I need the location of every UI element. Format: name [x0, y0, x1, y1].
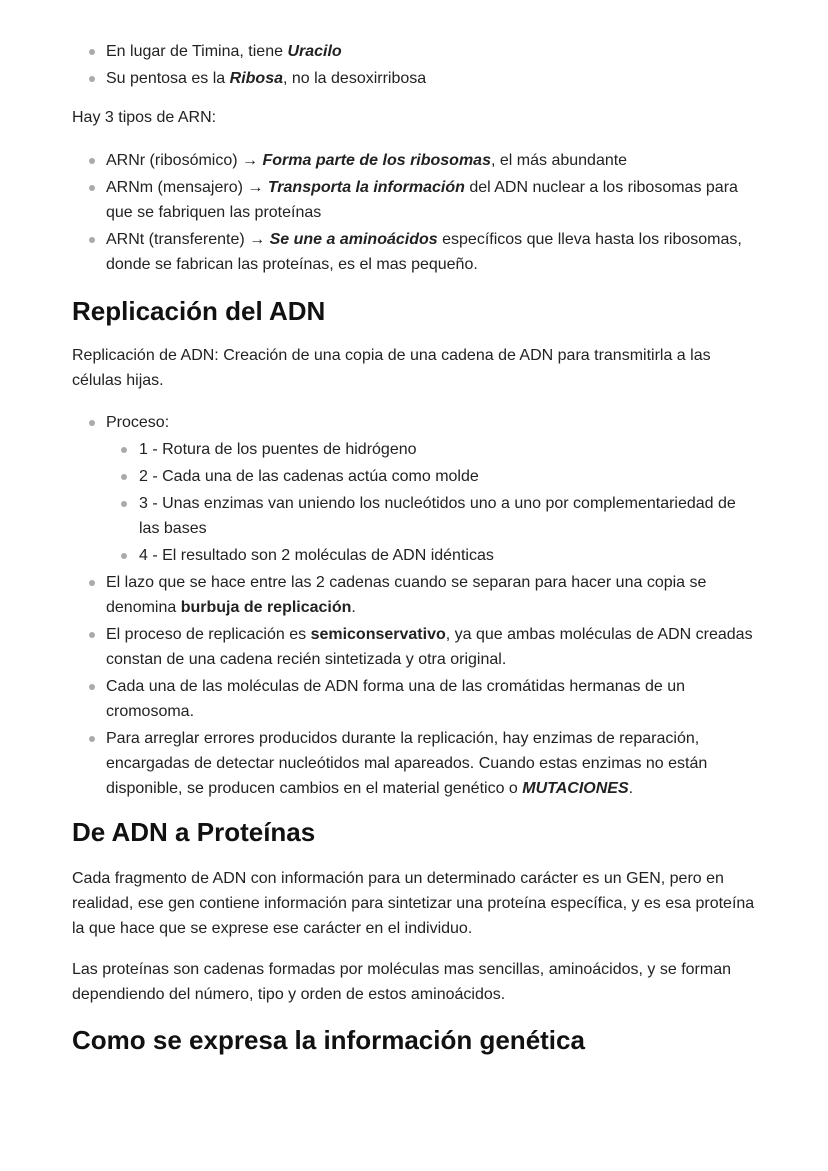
list-item: El lazo que se hace entre las 2 cadenas cuando se separan para hacer una copia se denomina burbuja de replicación.: [72, 570, 756, 620]
arn-features-list: [72, 39, 756, 91]
list-item: 4 - El resultado son 2 moléculas de ADN idénticas: [106, 543, 756, 568]
proceso-steps-list: [106, 437, 756, 568]
list-item: 1 - Rotura de los puentes de hidrógeno: [106, 437, 756, 462]
tipos-intro: Hay 3 tipos de ARN:: [72, 109, 217, 126]
emphasis-ribosa: Ribosa: [229, 70, 283, 87]
proceso-label: Proceso:: [106, 414, 170, 431]
proteinas-paragraph: Las proteínas son cadenas formadas por moléculas mas sencillas, aminoácidos, y se forman dependiendo del número, tipo y orden de estos aminoácidos.: [72, 961, 731, 1003]
list-item: ARNm (mensajero) → Transporta la información del ADN nuclear a los ribosomas para que se fabriquen las proteínas: [72, 175, 756, 225]
section-heading-adn-proteinas: De ADN a Proteínas: [72, 817, 316, 847]
list-item: 2 - Cada una de las cadenas actúa como molde: [106, 464, 756, 489]
section-heading-replicacion: Replicación del ADN: [72, 296, 326, 326]
emphasis-uracilo: Uracilo: [287, 43, 342, 60]
list-item: Cada una de las moléculas de ADN forma una de las cromátidas hermanas de un cromosoma.: [72, 674, 756, 724]
list-item: Para arreglar errores producidos durante la replicación, hay enzimas de reparación, encargadas de detectar nucleótidos mal apareados. Cuando estas enzimas no están disponible, se producen cambios en el material genético o MUTACIONES.: [72, 726, 756, 801]
list-item: [72, 410, 756, 568]
replicacion-list: [72, 410, 756, 801]
section-heading-expresion: Como se expresa la información genética: [72, 1025, 585, 1055]
replicacion-definition: Replicación de ADN: Creación de una copia de una cadena de ADN para transmitirla a las células hijas.: [72, 347, 711, 389]
gen-paragraph: Cada fragmento de ADN con información para un determinado carácter es un GEN, pero en realidad, ese gen contiene información para sintetizar una proteína específica, y es esa proteína la que hace que se exprese ese carácter en el individuo.: [72, 870, 755, 937]
list-item: ARNr (ribosómico) → Forma parte de los ribosomas, el más abundante: [72, 148, 756, 173]
list-item: El proceso de replicación es semiconservativo, ya que ambas moléculas de ADN creadas constan de una cadena recién sintetizada y otra original.: [72, 622, 756, 672]
list-item: 3 - Unas enzimas van uniendo los nucleótidos uno a uno por complementariedad de las bases: [106, 491, 756, 541]
arn-types-list: [72, 148, 756, 277]
list-item: ARNt (transferente) → Se une a aminoácidos específicos que lleva hasta los ribosomas, donde se fabrican las proteínas, es el mas pequeño.: [72, 227, 756, 277]
list-item: Su pentosa es la Ribosa, no la desoxirribosa: [72, 66, 756, 91]
list-item: En lugar de Timina, tiene Uracilo: [72, 39, 756, 64]
